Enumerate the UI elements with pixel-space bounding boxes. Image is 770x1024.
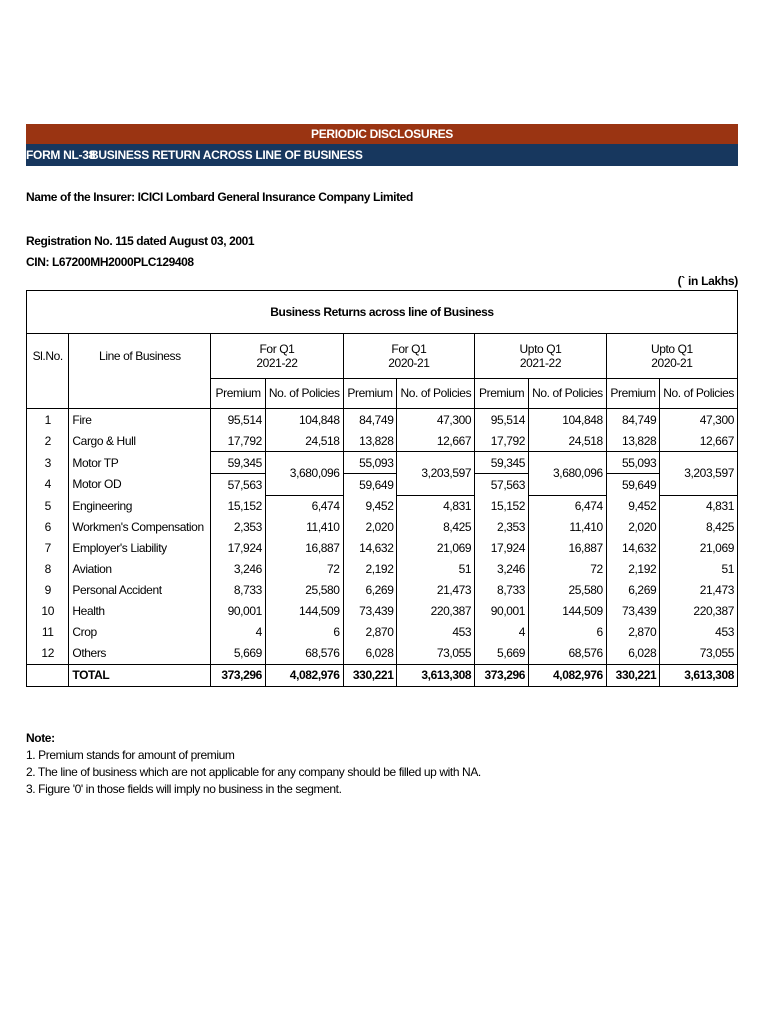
premium-value: 84,749 xyxy=(606,409,659,431)
row-slno: 2 xyxy=(27,430,69,452)
premium-value: 6,269 xyxy=(343,580,397,601)
period-year: 2021-22 xyxy=(519,356,562,370)
policies-value: 25,580 xyxy=(265,580,343,601)
total-label: TOTAL xyxy=(69,664,211,686)
subheader-premium: Premium xyxy=(475,378,529,409)
policies-value: 4,831 xyxy=(397,495,475,517)
policies-value: 6,474 xyxy=(265,495,343,517)
registration-number: Registration No. 115 dated August 03, 2001 xyxy=(26,234,255,248)
premium-value: 15,152 xyxy=(211,495,266,517)
policies-value: 16,887 xyxy=(529,538,607,559)
policies-value: 68,576 xyxy=(529,643,607,665)
row-line-of-business: Employer's Liability xyxy=(69,538,211,559)
row-line-of-business: Aviation xyxy=(69,559,211,580)
policies-value: 51 xyxy=(397,559,475,580)
subheader-premium: Premium xyxy=(343,378,397,409)
policies-value: 24,518 xyxy=(265,430,343,452)
row-line-of-business: Motor OD xyxy=(69,474,211,496)
subheader-policies: No. of Policies xyxy=(265,378,343,409)
table-row xyxy=(27,474,738,496)
premium-value: 90,001 xyxy=(211,601,266,622)
premium-value: 17,924 xyxy=(475,538,529,559)
premium-value: 55,093 xyxy=(606,452,659,474)
periodic-disclosures-banner xyxy=(26,124,738,144)
premium-value: 2,020 xyxy=(606,517,659,538)
table-row xyxy=(27,643,738,665)
premium-value: 13,828 xyxy=(606,430,659,452)
motor-policies-value: 3,680,096 xyxy=(529,452,607,496)
premium-value: 6,028 xyxy=(343,643,397,665)
policies-value: 21,473 xyxy=(397,580,475,601)
premium-value: 3,246 xyxy=(211,559,266,580)
premium-value: 2,192 xyxy=(606,559,659,580)
premium-value: 2,353 xyxy=(475,517,529,538)
motor-policies-value: 3,203,597 xyxy=(397,452,475,496)
period-year: 2021-22 xyxy=(256,356,298,370)
policies-value: 51 xyxy=(660,559,738,580)
policies-value: 21,069 xyxy=(397,538,475,559)
period-year: 2020-21 xyxy=(651,356,693,370)
row-line-of-business: Workmen's Compensation xyxy=(69,517,211,538)
premium-value: 2,353 xyxy=(211,517,266,538)
premium-value: 59,345 xyxy=(211,452,266,474)
header-spacer xyxy=(27,378,69,409)
premium-value: 5,669 xyxy=(475,643,529,665)
period-header xyxy=(343,334,475,379)
row-slno: 8 xyxy=(27,559,69,580)
header-spacer xyxy=(69,378,211,409)
premium-value: 95,514 xyxy=(475,409,529,431)
subheader-premium: Premium xyxy=(606,378,659,409)
insurer-name: Name of the Insurer: ICICI Lombard General Insurance Company Limited xyxy=(26,190,413,204)
note-item: 1. Premium stands for amount of premium xyxy=(26,748,235,762)
form-id: FORM NL-38 xyxy=(26,148,96,162)
period-label: Upto Q1 xyxy=(650,342,693,356)
premium-value: 84,749 xyxy=(343,409,397,431)
total-value: 3,613,308 xyxy=(397,664,475,686)
table-row xyxy=(27,495,738,517)
table-row xyxy=(27,559,738,580)
policies-value: 220,387 xyxy=(660,601,738,622)
premium-value: 8,733 xyxy=(475,580,529,601)
row-slno: 9 xyxy=(27,580,69,601)
subheader-premium: Premium xyxy=(211,378,266,409)
row-slno: 7 xyxy=(27,538,69,559)
premium-value: 59,649 xyxy=(606,474,659,496)
premium-value: 17,924 xyxy=(211,538,266,559)
row-line-of-business: Cargo & Hull xyxy=(69,430,211,452)
table-caption: Business Returns across line of Business xyxy=(27,291,738,334)
policies-value: 104,848 xyxy=(529,409,607,431)
row-line-of-business: Crop xyxy=(69,622,211,643)
policies-value: 8,425 xyxy=(397,517,475,538)
unit-label: (` in Lakhs) xyxy=(677,274,738,288)
premium-value: 95,514 xyxy=(211,409,266,431)
note-item: 2. The line of business which are not applicable for any company should be filled up with NA. xyxy=(26,765,481,779)
notes-heading: Note: xyxy=(26,731,55,745)
table-row xyxy=(27,409,738,431)
table-row xyxy=(27,580,738,601)
policies-value: 21,473 xyxy=(660,580,738,601)
total-value: 3,613,308 xyxy=(660,664,738,686)
table-row xyxy=(27,601,738,622)
policies-value: 11,410 xyxy=(265,517,343,538)
row-line-of-business: Engineering xyxy=(69,495,211,517)
period-header xyxy=(606,334,737,379)
premium-value: 73,439 xyxy=(606,601,659,622)
premium-value: 57,563 xyxy=(475,474,529,496)
policies-value: 11,410 xyxy=(529,517,607,538)
policies-value: 6 xyxy=(265,622,343,643)
policies-value: 8,425 xyxy=(660,517,738,538)
row-line-of-business: Others xyxy=(69,643,211,665)
premium-value: 3,246 xyxy=(475,559,529,580)
policies-value: 6 xyxy=(529,622,607,643)
policies-value: 16,887 xyxy=(265,538,343,559)
premium-value: 2,870 xyxy=(606,622,659,643)
row-slno: 1 xyxy=(27,409,69,431)
row-line-of-business: Motor TP xyxy=(69,452,211,474)
policies-value: 453 xyxy=(660,622,738,643)
policies-value: 144,509 xyxy=(529,601,607,622)
note-item: 3. Figure '0' in those fields will imply no business in the segment. xyxy=(26,782,342,796)
total-value: 373,296 xyxy=(211,664,266,686)
table-row xyxy=(27,452,738,474)
row-slno: 5 xyxy=(27,495,69,517)
policies-value: 21,069 xyxy=(660,538,738,559)
premium-value: 57,563 xyxy=(211,474,266,496)
total-sl-cell xyxy=(27,664,69,686)
business-returns-table xyxy=(26,290,738,687)
policies-value: 73,055 xyxy=(397,643,475,665)
premium-value: 2,020 xyxy=(343,517,397,538)
premium-value: 6,028 xyxy=(606,643,659,665)
premium-value: 2,192 xyxy=(343,559,397,580)
premium-value: 8,733 xyxy=(211,580,266,601)
row-line-of-business: Fire xyxy=(69,409,211,431)
motor-policies-value: 3,203,597 xyxy=(660,452,738,496)
row-slno: 6 xyxy=(27,517,69,538)
row-line-of-business: Personal Accident xyxy=(69,580,211,601)
row-slno: 11 xyxy=(27,622,69,643)
table-row xyxy=(27,517,738,538)
premium-value: 14,632 xyxy=(606,538,659,559)
period-year: 2020-21 xyxy=(388,356,430,370)
policies-value: 4,831 xyxy=(660,495,738,517)
total-value: 330,221 xyxy=(343,664,397,686)
premium-value: 9,452 xyxy=(606,495,659,517)
banner-title: PERIODIC DISCLOSURES xyxy=(310,127,454,141)
total-value: 4,082,976 xyxy=(529,664,607,686)
policies-value: 47,300 xyxy=(397,409,475,431)
premium-value: 2,870 xyxy=(343,622,397,643)
premium-value: 17,792 xyxy=(475,430,529,452)
subheader-policies: No. of Policies xyxy=(660,378,738,409)
policies-value: 47,300 xyxy=(660,409,738,431)
premium-value: 9,452 xyxy=(343,495,397,517)
premium-value: 17,792 xyxy=(211,430,266,452)
policies-value: 12,667 xyxy=(660,430,738,452)
row-slno: 4 xyxy=(27,474,69,496)
policies-value: 25,580 xyxy=(529,580,607,601)
policies-value: 220,387 xyxy=(397,601,475,622)
premium-value: 59,345 xyxy=(475,452,529,474)
premium-value: 14,632 xyxy=(343,538,397,559)
policies-value: 73,055 xyxy=(660,643,738,665)
policies-value: 72 xyxy=(529,559,607,580)
total-value: 373,296 xyxy=(475,664,529,686)
period-label: For Q1 xyxy=(259,342,295,356)
policies-value: 144,509 xyxy=(265,601,343,622)
row-slno: 3 xyxy=(27,452,69,474)
table-row xyxy=(27,538,738,559)
period-header xyxy=(211,334,343,379)
policies-value: 104,848 xyxy=(265,409,343,431)
premium-value: 5,669 xyxy=(211,643,266,665)
table-row xyxy=(27,430,738,452)
period-label: For Q1 xyxy=(391,342,427,356)
total-value: 4,082,976 xyxy=(265,664,343,686)
premium-value: 15,152 xyxy=(475,495,529,517)
subheader-policies: No. of Policies xyxy=(397,378,475,409)
subheader-policies: No. of Policies xyxy=(529,378,607,409)
premium-value: 73,439 xyxy=(343,601,397,622)
policies-value: 12,667 xyxy=(397,430,475,452)
premium-value: 59,649 xyxy=(343,474,397,496)
notes-section xyxy=(26,730,481,798)
row-slno: 10 xyxy=(27,601,69,622)
form-header-bar xyxy=(26,144,738,166)
form-title: BUSINESS RETURN ACROSS LINE OF BUSINESS xyxy=(90,148,363,162)
policies-value: 6,474 xyxy=(529,495,607,517)
premium-value: 90,001 xyxy=(475,601,529,622)
premium-value: 4 xyxy=(475,622,529,643)
motor-policies-value: 3,680,096 xyxy=(265,452,343,496)
premium-value: 4 xyxy=(211,622,266,643)
cin-number: CIN: L67200MH2000PLC129408 xyxy=(26,255,194,269)
policies-value: 72 xyxy=(265,559,343,580)
policies-value: 24,518 xyxy=(529,430,607,452)
header-slno: Sl.No. xyxy=(27,334,69,379)
header-line-of-business: Line of Business xyxy=(69,334,211,379)
policies-value: 453 xyxy=(397,622,475,643)
period-label: Upto Q1 xyxy=(519,342,562,356)
policies-value: 68,576 xyxy=(265,643,343,665)
premium-value: 13,828 xyxy=(343,430,397,452)
total-value: 330,221 xyxy=(606,664,659,686)
table-row xyxy=(27,622,738,643)
period-header xyxy=(475,334,607,379)
row-line-of-business: Health xyxy=(69,601,211,622)
premium-value: 55,093 xyxy=(343,452,397,474)
row-slno: 12 xyxy=(27,643,69,665)
premium-value: 6,269 xyxy=(606,580,659,601)
